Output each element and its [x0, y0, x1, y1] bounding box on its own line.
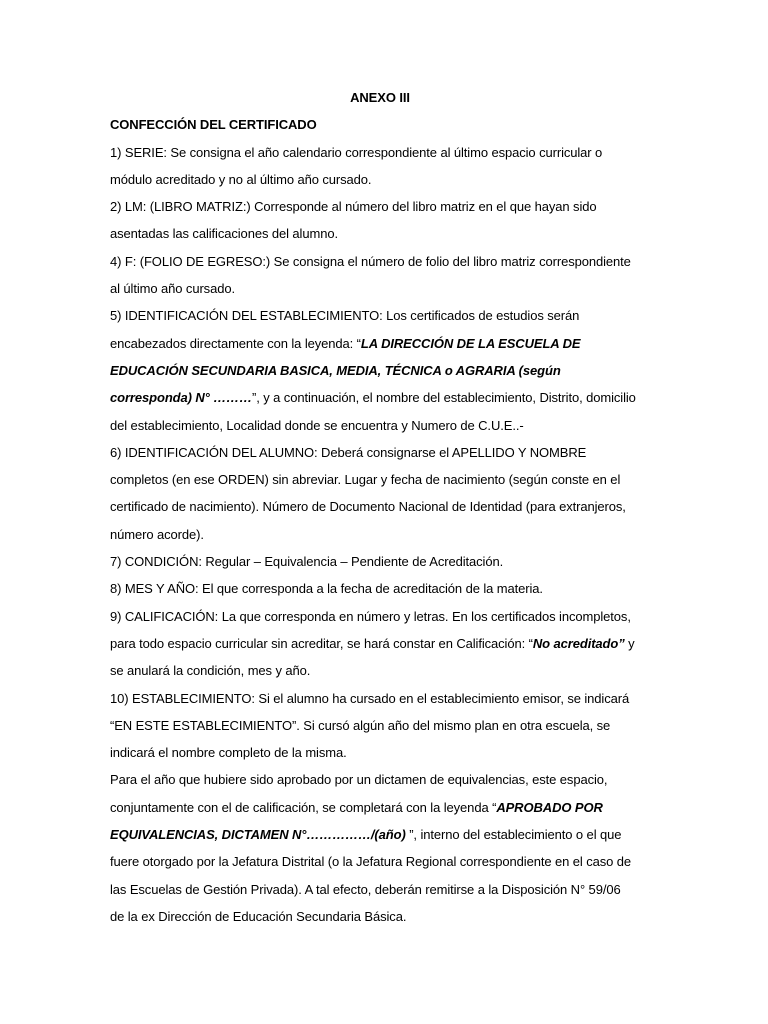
text-line: certificado de nacimiento). Número de Documento Nacional de Identidad (para extranjeros,	[110, 499, 626, 515]
emphasis-text: APROBADO POR	[496, 799, 603, 815]
emphasis-text: EQUIVALENCIAS, DICTAMEN N°……………/(año)	[110, 827, 410, 843]
text-run: conjuntamente con el de calificación, se completará con la leyenda “	[110, 799, 497, 815]
text-line: indicará el nombre completo de la misma.	[110, 745, 347, 761]
text-run: para todo espacio curricular sin acreditar, se hará constar en Calificación: “	[110, 635, 533, 651]
text-line: 5) IDENTIFICACIÓN DEL ESTABLECIMIENTO: Los certificados de estudios serán	[110, 308, 580, 324]
text-line: de la ex Dirección de Educación Secundaria Básica.	[110, 908, 407, 924]
document-body	[110, 84, 650, 930]
text-line: número acorde).	[110, 526, 204, 542]
text-line: 9) CALIFICACIÓN: La que corresponda en número y letras. En los certificados incompletos,	[110, 608, 631, 624]
text-line: 6) IDENTIFICACIÓN DEL ALUMNO: Deberá consignarse el APELLIDO Y NOMBRE	[110, 444, 587, 460]
emphasis-text: LA DIRECCIÓN DE LA ESCUELA DE	[360, 335, 581, 351]
text-line: “EN ESTE ESTABLECIMIENTO”. Si cursó algún año del mismo plan en otra escuela, se	[110, 717, 611, 733]
text-line: 4) F: (FOLIO DE EGRESO:) Se consigna el número de folio del libro matriz correspondiente	[110, 253, 631, 269]
text-line: 7) CONDICIÓN: Regular – Equivalencia – Pendiente de Acreditación.	[110, 554, 504, 570]
text-line: fuere otorgado por la Jefatura Distrital (o la Jefatura Regional correspondiente en el caso de	[110, 854, 632, 870]
text-line	[110, 630, 650, 657]
text-run: ”, interno del establecimiento o el que	[409, 827, 622, 843]
text-line: 1) SERIE: Se consigna el año calendario correspondiente al último espacio curricular o	[110, 144, 603, 160]
text-line	[110, 330, 650, 357]
text-run: encabezados directamente con la leyenda: “	[110, 335, 361, 351]
emphasis-text: corresponda) N° ………	[110, 390, 252, 406]
text-line	[110, 794, 650, 821]
text-line: las Escuelas de Gestión Privada). A tal efecto, deberán remitirse a la Disposición N° 59/06	[110, 881, 621, 897]
text-line: 8) MES Y AÑO: El que corresponda a la fecha de acreditación de la materia.	[110, 581, 543, 597]
text-run: ”, y a continuación, el nombre del establecimiento, Distrito, domicilio	[251, 390, 636, 406]
emphasis-text: No acreditado”	[532, 635, 625, 651]
text-line	[110, 384, 650, 411]
text-line: se anulará la condición, mes y año.	[110, 663, 311, 679]
section-title: CONFECCIÓN DEL CERTIFICADO	[110, 117, 317, 133]
text-line: al último año cursado.	[110, 281, 235, 297]
text-line: completos (en ese ORDEN) sin abreviar. Lugar y fecha de nacimiento (según conste en el	[110, 472, 621, 488]
text-line: 2) LM: (LIBRO MATRIZ:) Corresponde al número del libro matriz en el que hayan sido	[110, 199, 597, 215]
text-line	[110, 821, 650, 848]
emphasis-line: EDUCACIÓN SECUNDARIA BASICA, MEDIA, TÉCNICA o AGRARIA (según	[110, 362, 561, 378]
document-heading: ANEXO III	[350, 90, 410, 105]
text-line: Para el año que hubiere sido aprobado por un dictamen de equivalencias, este espacio,	[110, 772, 608, 788]
text-run: y	[624, 635, 635, 651]
text-line: asentadas las calificaciones del alumno.	[110, 226, 338, 242]
text-line: 10) ESTABLECIMIENTO: Si el alumno ha cursado en el establecimiento emisor, se indicará	[110, 690, 630, 706]
text-line: módulo acreditado y no al último año cursado.	[110, 171, 372, 187]
text-line: del establecimiento, Localidad donde se encuentra y Numero de C.U.E..-	[110, 417, 524, 433]
